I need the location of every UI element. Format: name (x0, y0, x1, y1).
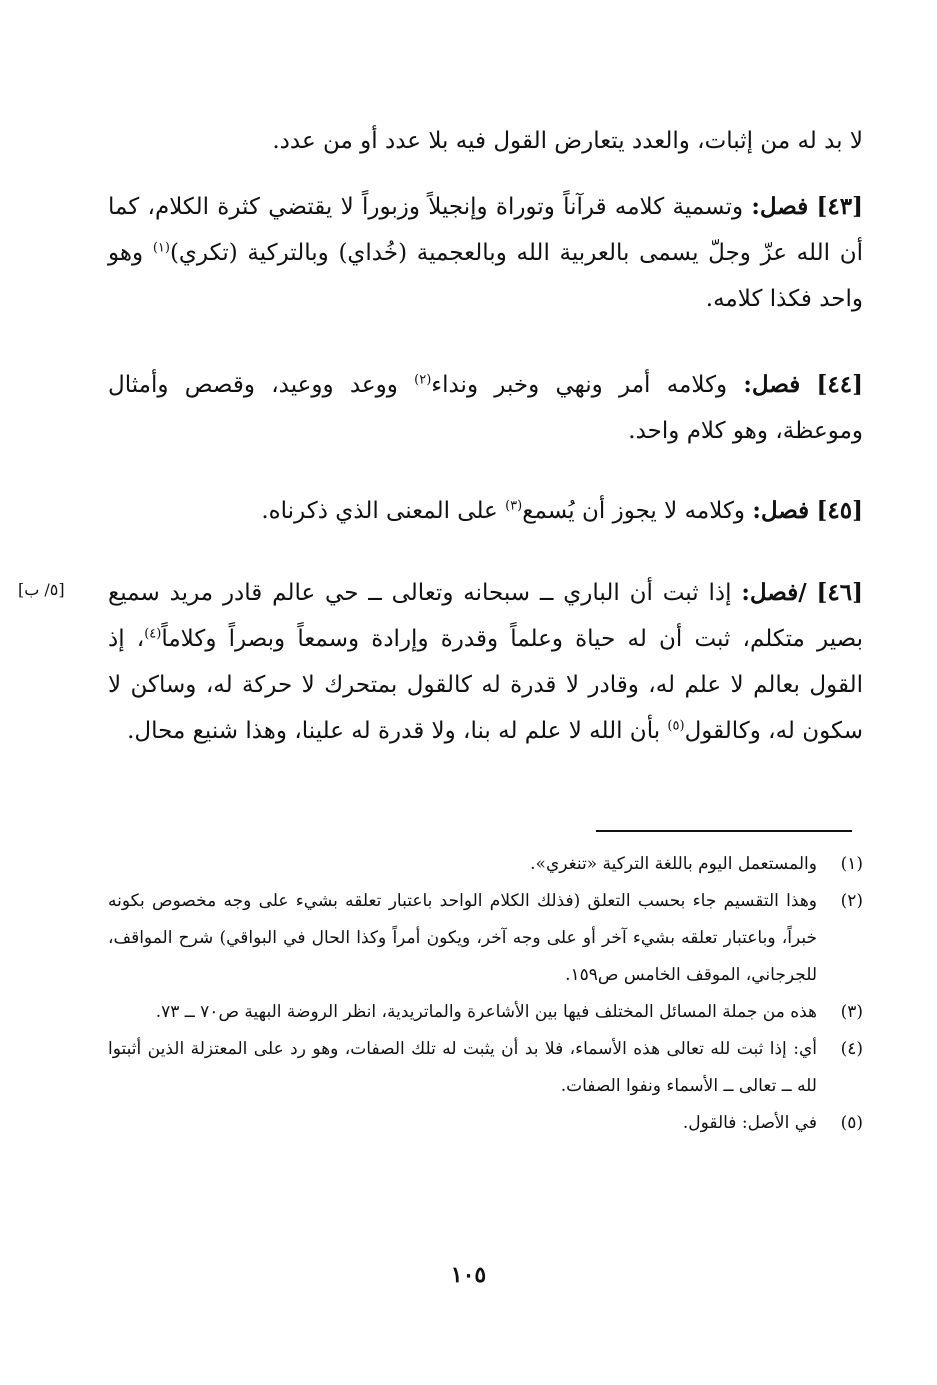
section-number: [٤٦] (816, 579, 863, 606)
paragraph-text: لا بد له من إثبات، والعدد يتعارض القول فيه بلا عدد أو من عدد. (272, 128, 863, 154)
section-heading: فصل: (751, 193, 809, 220)
footnote-text: وهذا التقسيم جاء بحسب التعلق (فذلك الكلام الواحد باعتبار تعلقه بشيء على وجه مخصوص بكونه خبراً، وباعتبار تعلقه بشيء آخر أو على وجه آخر، ويكون أمراً وكذا الحال في البواقي) شرح المواقف، للجرجاني، الموقف الخامس ص١٥٩. (108, 891, 817, 985)
footnote-number: (٣) (840, 1002, 863, 1022)
section-44-paragraph (108, 362, 863, 454)
footnote-text: هذه من جملة المسائل المختلف فيها بين الأشاعرة والماتريدية، انظر الروضة البهية ص٧٠ ــ ٧٣. (155, 1002, 817, 1022)
footnote-4 (108, 1031, 863, 1105)
footnote-ref[interactable]: (٢) (414, 372, 432, 388)
section-text: على المعنى الذي ذكرناه. (261, 498, 498, 524)
section-number: [٤٥] (816, 497, 863, 524)
page-number: ١٠٥ (450, 1262, 487, 1288)
section-text: وكلامه أمر ونهي وخبر ونداء (431, 372, 728, 398)
section-number: [٤٤] (816, 371, 864, 398)
footnote-5 (108, 1105, 863, 1142)
section-text: بأن الله لا علم له بنا، ولا قدرة له علينا، وهذا شنيع محال. (127, 718, 661, 744)
footnote-ref[interactable]: (٤) (144, 626, 162, 642)
section-heading: فصل: (752, 497, 810, 524)
footnote-ref[interactable]: (٣) (505, 498, 523, 514)
section-45-paragraph (108, 488, 863, 534)
footnote-2 (108, 883, 863, 994)
section-text: وتسمية كلامه قرآناً وتوراة وإنجيلاً وزبوراً لا يقتضي كثرة الكلام، كما أن الله عزّ وجلّ يسمى بالعربية الله وبالعجمية (خُداي) وبالتركية (تكري) (108, 194, 863, 266)
footnote-number: (٥) (840, 1113, 863, 1133)
footnote-ref[interactable]: (١) (152, 240, 170, 256)
section-46-paragraph (108, 570, 863, 754)
footnotes (108, 846, 863, 1142)
section-text: وهو واحد فكذا كلامه. (108, 240, 863, 312)
footnote-number: (٢) (840, 891, 863, 911)
footnote-ref[interactable]: (٥) (667, 718, 685, 734)
section-43 (108, 184, 863, 322)
footnote-text: أي: إذا ثبت لله تعالى هذه الأسماء، فلا بد أن يثبت له تلك الصفات، وهو رد على المعتزلة الذين أثبتوا لله ــ تعالى ــ الأسماء ونفوا الصفات. (108, 1039, 817, 1096)
manuscript-folio-ref: [٥/ ب] (18, 580, 65, 599)
page-break-slash: / (798, 579, 807, 606)
footnote-3 (108, 994, 863, 1031)
section-45 (108, 488, 863, 534)
section-text: ، إذ القول بعالم لا علم له، وقادر لا قدرة له كالقول بمتحرك لا حركة له، وساكن لا سكون له، وكالقول (108, 626, 863, 744)
footnote-divider (596, 830, 852, 832)
footnote-1 (108, 846, 863, 883)
paragraph-continuation (108, 118, 863, 164)
section-text: إذا ثبت أن الباري ــ سبحانه وتعالى ــ حي عالم قادر مريد سميع بصير متكلم، ثبت أن له حياة وعلماً وقدرة وإرادة وسمعاً وبصراً وكلاماً (108, 580, 863, 652)
footnote-text: والمستعمل اليوم باللغة التركية «تنغري». (530, 854, 817, 874)
section-heading: فصل: (743, 371, 801, 398)
section-46 (108, 570, 863, 754)
footnote-number: (١) (840, 854, 863, 874)
main-text (108, 118, 863, 164)
section-43-paragraph (108, 184, 863, 322)
section-heading: فصل: (741, 579, 799, 606)
section-text: وكلامه لا يجوز أن يُسمع (522, 498, 746, 524)
section-number: [٤٣] (816, 193, 864, 220)
section-text: ووعد ووعيد، وقصص وأمثال وموعظة، وهو كلام واحد. (108, 372, 863, 444)
footnote-text: في الأصل: فالقول. (682, 1113, 817, 1133)
section-44 (108, 362, 863, 454)
footnote-number: (٤) (840, 1039, 863, 1059)
